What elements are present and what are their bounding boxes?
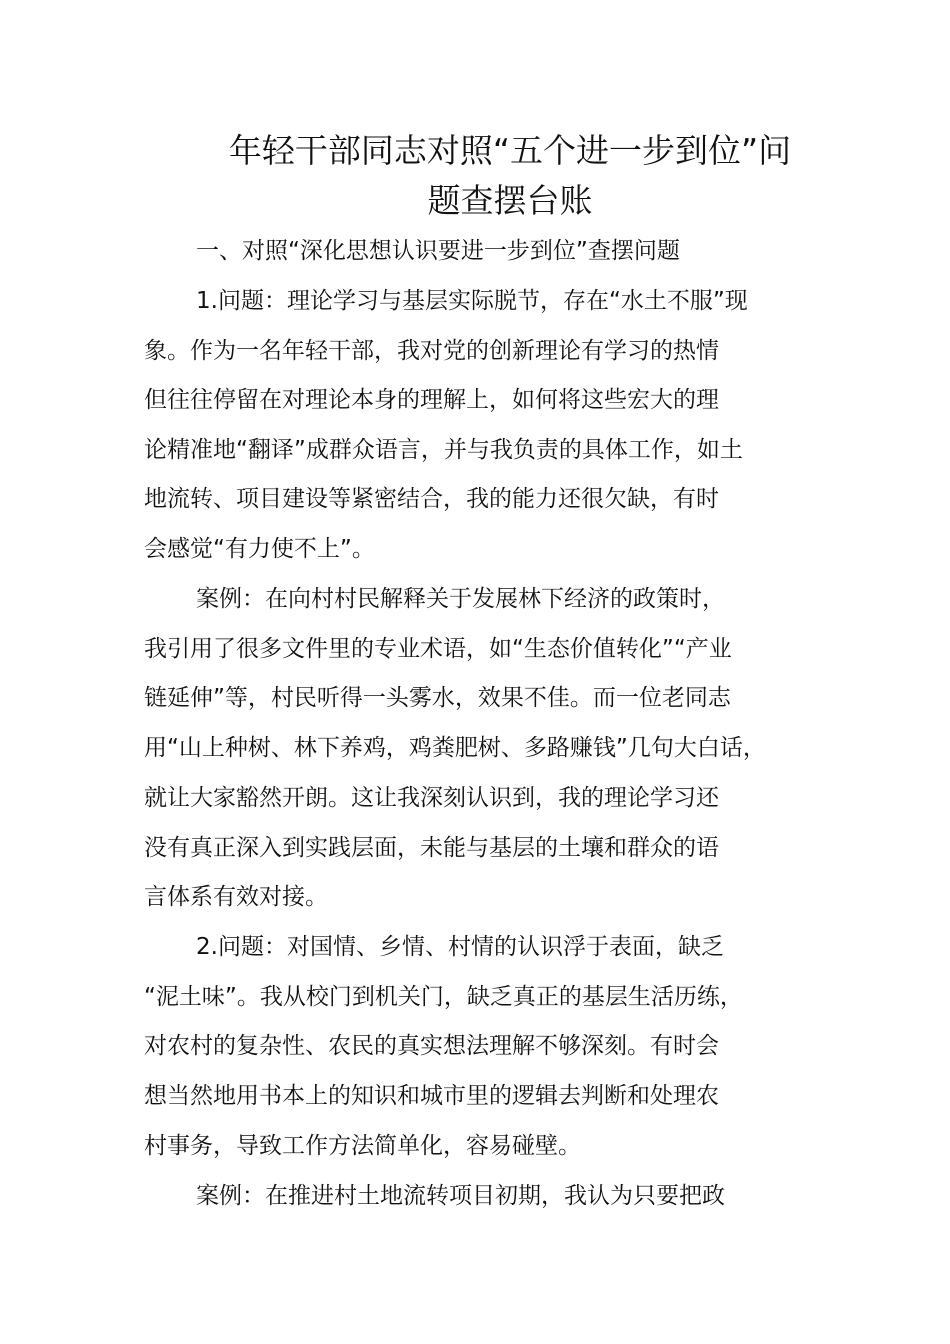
paragraph-line: 没有真正深入到实践层面，未能与基层的土壤和群众的语 <box>144 835 719 861</box>
section-heading: 一、对照“深化思想认识要进一步到位”查摆问题 <box>196 238 680 264</box>
paragraph-line: 案例：在向村村民解释关于发展林下经济的政策时， <box>196 586 725 612</box>
paragraph-line: 象。作为一名年轻干部，我对党的创新理论有学习的热情 <box>144 338 719 364</box>
paragraph-line: 对农村的复杂性、农民的真实想法理解不够深刻。有时会 <box>144 1033 719 1059</box>
paragraph-line: 会感觉“有力使不上”。 <box>144 536 375 562</box>
paragraph-line: 论精准地“翻译”成群众语言，并与我负责的具体工作，如土 <box>144 437 743 463</box>
paragraph-line: 就让大家豁然开朗。这让我深刻认识到，我的理论学习还 <box>144 785 719 811</box>
document-title-line-1: 年轻干部同志对照“五个进一步到位”问 <box>228 131 792 170</box>
paragraph-line: 2.问题：对国情、乡情、村情的认识浮于表面，缺乏 <box>196 934 724 960</box>
paragraph-line: 言体系有效对接。 <box>144 884 328 910</box>
paragraph-line: 村事务，导致工作方法简单化，容易碰壁。 <box>144 1133 581 1159</box>
paragraph-line: 链延伸”等，村民听得一头雾水，效果不佳。而一位老同志 <box>144 685 731 711</box>
paragraph-line: 用“山上种树、林下养鸡，鸡粪肥树、多路赚钱”几句大白话， <box>144 735 766 761</box>
document-title-line-2: 题查摆台账 <box>427 181 593 220</box>
paragraph-line: 想当然地用书本上的知识和城市里的逻辑去判断和处理农 <box>144 1083 719 1109</box>
paragraph-line: 但往往停留在对理论本身的理解上，如何将这些宏大的理 <box>144 387 719 413</box>
paragraph-line: 1.问题：理论学习与基层实际脱节，存在“水土不服”现 <box>196 288 748 314</box>
paragraph-line: 地流转、项目建设等紧密结合，我的能力还很欠缺，有时 <box>144 486 719 512</box>
paragraph-line: 我引用了很多文件里的专业术语，如“生态价值转化”“产业 <box>144 636 732 662</box>
paragraph-line: 案例：在推进村土地流转项目初期，我认为只要把政 <box>196 1183 725 1209</box>
paragraph-line: “泥土味”。我从校门到机关门，缺乏真正的基层生活历练， <box>144 984 743 1010</box>
